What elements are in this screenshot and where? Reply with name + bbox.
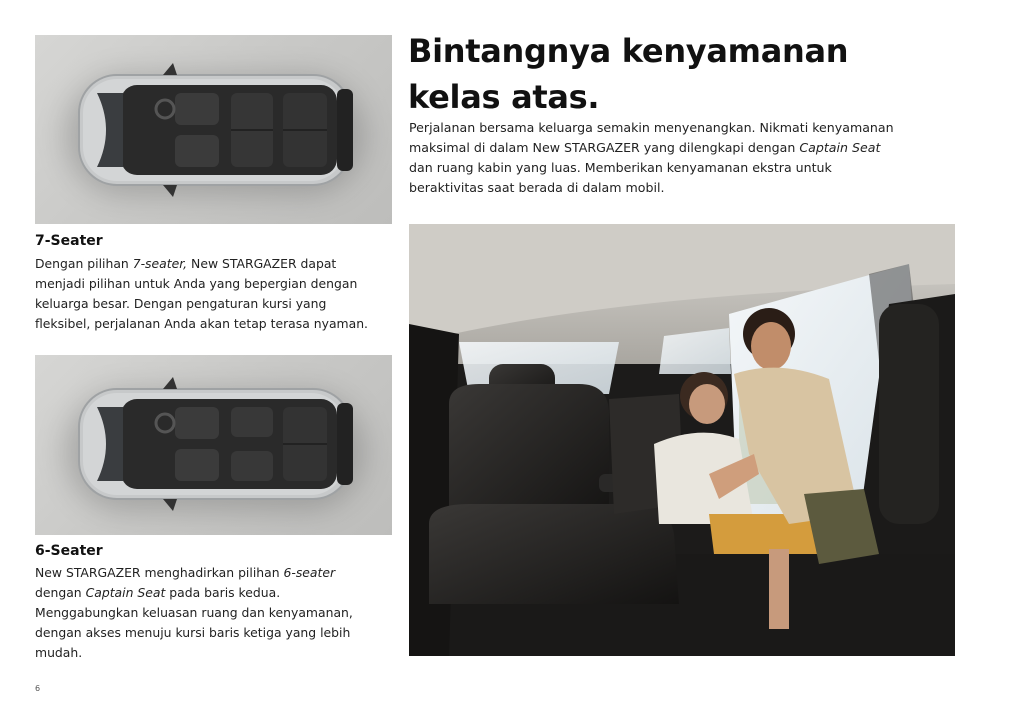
seven-seater-description [35, 254, 380, 334]
car-6-seater-illustration [35, 355, 392, 535]
six-seater-text-2: dengan [35, 585, 86, 600]
six-seater-text-italic-1: 6-seater [283, 565, 336, 580]
seven-seater-text-italic: 7-seater, [132, 256, 188, 271]
six-seater-description [35, 563, 380, 663]
seven-seater-text-1: Dengan pilihan [35, 256, 133, 271]
page-title [408, 28, 1008, 120]
page-title-line-1: Bintangnya kenyamanan [408, 32, 849, 70]
six-seater-text-3: pada baris kedua. Menggabungkan keluasan ruang dan kenyamanan, dengan akses menuju kursi baris ketiga yang lebih mudah. [35, 585, 353, 660]
seven-seater-text-2: New STARGAZER dapat menjadi pilihan untuk Anda yang bepergian dengan keluarga besar. Dengan pengaturan kursi yang fleksibel, perjalanan Anda akan tetap terasa nyaman. [35, 256, 368, 331]
six-seater-text-italic-2: Captain Seat [85, 585, 166, 600]
six-seater-text-1: New STARGAZER menghadirkan pilihan [35, 565, 284, 580]
intro-text-1: Perjalanan bersama keluarga semakin menyenangkan. Nikmati kenyamanan maksimal di dalam New STARGAZER yang dilengkapi dengan [409, 120, 894, 155]
car-top-view-6-seater [35, 355, 392, 535]
page-title-line-2: kelas atas. [408, 78, 600, 116]
interior-illustration [409, 224, 955, 656]
six-seater-heading: 6-Seater [35, 543, 103, 559]
car-7-seater-illustration [35, 35, 392, 224]
intro-text-italic: Captain Seat [799, 140, 881, 155]
seven-seater-heading: 7-Seater [35, 233, 103, 249]
intro-text-2: dan ruang kabin yang luas. Memberikan kenyamanan ekstra untuk beraktivitas saat berada di dalam mobil. [409, 160, 832, 195]
car-top-view-7-seater [35, 35, 392, 224]
interior-photo [409, 224, 955, 656]
page-number: 6 [35, 684, 41, 693]
intro-paragraph [409, 118, 899, 198]
